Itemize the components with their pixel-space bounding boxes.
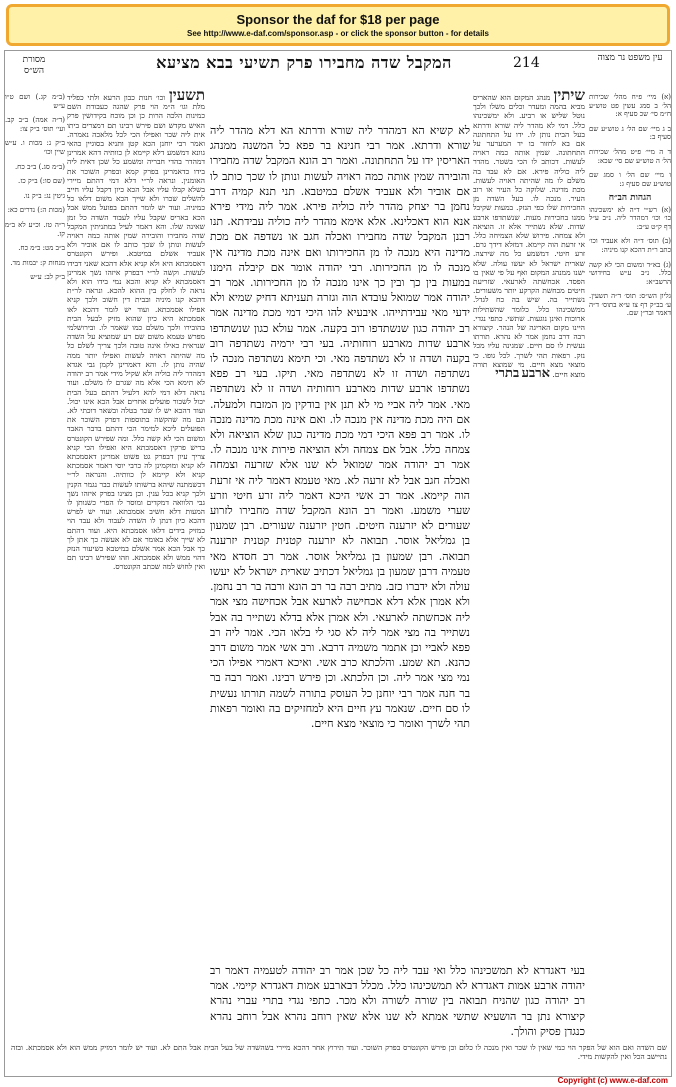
sponsor-banner[interactable] bbox=[6, 4, 670, 46]
hagahot-note: גליון הש״ס: תוס׳ ד״ה תשעין. ע׳ בב״ק דף צז ע״א בתוס׳ ד״ה דאמר ובר״ן שם. bbox=[589, 292, 671, 318]
tosafot-column bbox=[67, 91, 205, 991]
hagahot-title: הגהות הב״ח bbox=[608, 193, 652, 204]
ein-mishpat-note: (א) מיי׳ פ״ח מהל׳ שכירות הל׳ ב סמג עשין פט טוש״ע ח״מ סי׳ שכ סעיף א: bbox=[589, 93, 671, 119]
hagahot-note: (ב) תוס׳ ד״ה ולא אעביד וכו׳ כתב ר״ת דהכא קנו מיניה: bbox=[589, 237, 671, 254]
hagahot-note: (ג) בא״ד ומשום הכי לא קשה כלל. נ״ב ע״ש בחידושי הרשב״א: bbox=[589, 260, 671, 286]
left-note: (ב״מ סג.) ב״ב כח. bbox=[14, 162, 65, 171]
page-header bbox=[5, 51, 671, 91]
masoret-hashas-label: מסורת הש״ס bbox=[22, 55, 46, 76]
ein-mishpat-note: ד ה מיי׳ פ״ט מהל׳ שכירות הל׳ ה טוש״ע שם סי׳ שכא: bbox=[589, 147, 671, 165]
left-note: ב״ק לב: ע״ש bbox=[30, 273, 65, 282]
ein-mishpat-label: עין משפט נר מצוה bbox=[597, 53, 663, 63]
left-note: ר״ה טז. וכ״ע לא ב״מ קז. bbox=[5, 220, 65, 238]
footer-commentary: שם השדה ואם הוא של הפקר הוי כמי שאין לו שכר ואין מנכה לו כלום וכן פירש הקונטרס בפרק השוכר. ועוד תירוץ אחר דהכא מיירי בשהשדה של בעל הבית אבל התם לא. ועוד יש לומר דמזיק ממש הוא ולא אסמכתא. ובזה נתיישב הכל ואין להקשות מידי. bbox=[11, 1043, 667, 1062]
left-note: (שם סו:) ב״ק כז. bbox=[18, 177, 65, 186]
tosafot-text: וכו׳ חנות כבון הרעא ולתי כפליד מלת וגו׳ ה״מ הוי פרק שהגה כעבודת השם כמינות הלכה הרות כן וכן מוכח בקידושין פרק האיש מקדש ושם פירש רבינו תם דמצרים ביתו אית ליה שכר ואפילו הכי לכל מלאכה נאמרה. ואמר רבי יוחנן הכא קטן ותניא בסוגיין כהאי גוונא דמשמע דלא קיימא לן כוותיה דהא אמרינן דמהדר בהדי חבריה ומשמע כל שכן דאית ליה בידו כדאמרינן בפרק קמא ובפרק השוכר את האומנין. ונראה לר״י דלא דמי דהתם מיירי בשלא קבלו עליו אבל הכא כיון דקבל עליו חייב להשלים שכרו ולא שייך הכא משום דלאו כל כמיניה. ועוד יש לומר דהתם בפועל ממש אבל הכא באריס שקבל עליו לעבוד השדה כל זמן שאינה שלו. והא דאמר לעיל במתניתין המקבל שדה מחבירו והובירה שמין אותה כמה ראויה לעשות ונותן לו שכך כותב לו אם אוביר ולא אעביד אשלם במיטבא. ופירש הקונטרס דאסמכתא היא ולא קניא אלא דהכא שאני דבידו לעשות. וקשה לר״י דבפרק איזהו נשך אמרינן דאסמכתא לא קניא והכא נמי בידו הוא ולא נראה לו לחלק בין ההוא להכא. ונראה לר״ת דהכא קנו מיניה ובבית דין חשוב ולכך קניא אפילו אסמכתא. ועוד יש לומר דהכא לאו אסמכתא היא כיון שהוא מזיק לבעל הבית בהובירו ולכך משלם כמו שאמר לו. ובירושלמי מפרש טעמא משום שם רע שמוציא על השדה שנראית כאילו אינה טובה ולכך צריך לשלם כל מה שהיתה ראויה לעשות ואפילו יותר ממה שהיה נותן לו. והא דאמרינן לקמן גבי אגדא דמהדר ליה כוליה ולא שקיל מידי אמר רב יהודה לא תימא הכי אלא מה שגרם לו משלם. ועוד נראה דלא דמי להא דלעיל דהתם בעל הבית יכול לשכור פועלים אחרים אבל הכא אינו יכול. ועוד דהכא יש לו שכר בטלה ובשאר דוכתי לא. וגם מה שהקשה בתוספות דפרק השוכר את הפועלים ליכא למימר הכי דהתם בדבר האבד ומשום הכי לא קשה כלל. ומה שפירש הקונטרס בריש פרקין דאסמכתא היא ואפילו הכי קניא צריך עיון דבפרק גט פשוט אמרינן דאסמכתא לא קניא ומוקמינן לה כרבי יוסי דאמר אסמכתא קניא ולא קיימא לן כוותיה. והנראה לר״י דכשמתנה שיהא ברשותו לעשות כבר נגמר הקנין ולכך קניא בכל ענין. וכן מצינו בפרק איזהו נשך גבי הלוואה דמקדים ומוסר לו הפרי כשנותן לו המעות דלא חשיב אסמכתא. ועוד יש לפרש דהכא כיון דנתן לו השדה לעבוד ולא עבד הוי כמזיק בידים דלאו אסמכתא היא. ועוד דהתם לא שייך אלא באומר אם לא אעשה כך אתן לך כך אבל הכא אמר אשלם במיטבא כשיעור הנזק דהוי ממש ולא אסמכתא. וזהו שפירש רבינו תם ואין לחוש למה שכתב הקונטרס. bbox=[67, 93, 205, 572]
left-note: (מכות ה:) נדרים כא: bbox=[7, 206, 65, 215]
rashi-text: מנהג המקום הוא שהאריס מביא בהמה ומעדר וכלים משלו ולכך נוטל שליש או רביע. ולא ימשכינהו כלל. דמי לא מהדר ליה שורא ודרתא בעל הבית נותן לו. ידו על התחתונה אם בא לחזור בו יד המערער על התחתונה. שמין אותה כמה ראויה לעשות. דכותב לו הכי בשטר. מהדר ליה כוליה פירא. אם לא עבד בה משלם לו מה שהיתה ראויה לעשות. מכת מדינה. שלוקה כל העיר או רוב העיר. מנכה לו. בעל השדה מן החכירות שלו כפי הנזק. במעות שקיבל ממנו בחכירות מעות. שנשתדפו ארבע שדות. שלא נשתייר אלא זו. הוציאה ולא צמחה. פירוש שלא הצמיחה כלל. אי זרעת הוה קיימא. דמזלא דידך גרם. זרע חיטי. דמשמע כל מה שירצה. שארית ישראל לא יעשו עולה. שלא ישנו ממנהג המקום ואף על פי שאין בו הפסד. אכחשתה לארעאי. שזריעת חיטים מכחשת הקרקע יותר משעורים. נשתייר בה. שיש בה כח לגדל. ממשכינהו כלל. כלומר שהשתילות ארוכות ואינן נוגעות. שתשי. כתפי נגדי. היינו מקום האריגה של הנהר. קיצורא רבה דרב נחמן אמר לא נהרא. תורתו נעשית לו סם חיים. שמגינה עליו מכל נזק. רפאות תהי לשרך. לכל גופו. כי מוצאי מצא חיים. מי שמוצא תורה מוצא חיים. bbox=[473, 93, 585, 380]
tosafot-lead-word: תשעין bbox=[168, 91, 205, 104]
left-note: ב״ב מט: ב״מ כח. bbox=[18, 244, 65, 253]
left-note: (ב״מ קג.) ושם ט״ו ע״ש bbox=[5, 93, 65, 110]
left-note: (ד״ה אמה) ב״ב קב. ועי׳ תוס׳ ב״ק צו: bbox=[5, 116, 65, 133]
left-note: ב״ק נ: מכות ו. ע״ש שיין וכו׳ bbox=[5, 139, 65, 156]
gemara-bottom-text: בעי דאגדרא לא תמשכינהו כלל ואי עבד ליה כל שכן אמר רב יהודה לטעמיה דאמר רב יהודה ארבע אמות דאגדרא לא תמשכינהו כלל. מכלל דבארבע אמות דאגדרא קיימי. אמר רב יהודה כגון שהניח תבואה בין שורה לשורה ולא מכר. כתפי נגדי בתרי עברי נהרא קיצורא נתן בר הושעיא שתשי אמתא לא שנו אלא שאין רוחב נהרא אבל רוחב נהרא כנגדן פסיק והולך. bbox=[210, 964, 585, 1038]
talmud-page bbox=[4, 50, 672, 1077]
rashi-lead-word-3: בתרי bbox=[495, 366, 520, 382]
copyright-link[interactable]: Copyright (c) www.e-daf.com bbox=[557, 1076, 668, 1085]
rashi-lead-word-2: ארבע bbox=[521, 366, 550, 382]
sponsor-title[interactable]: Sponsor the daf for $18 per page bbox=[236, 12, 440, 27]
hagahot-note: (א) רש״י ד״ה לא ימשכינהו כו׳ וכו׳ דמהדר ליה. נ״ב ע״ל דף ק״ט ע״ב: bbox=[589, 205, 671, 231]
page-number: 214 bbox=[513, 55, 540, 71]
right-margin-notes bbox=[589, 93, 671, 1073]
rashi-lead-word: שיתין bbox=[553, 91, 585, 104]
gemara-main-text: לא קשיא הא דמהדר ליה שורא ודרתא הא דלא מהדר ליה שורא ודרתא. אמר רבי חנינא בר פפא כל המשנה ממנהג האריסין ידו על התחתונה. ואמר רב הונא המקבל שדה מחבירו והובירה שמין אותה כמה ראויה לעשות ונותן לו שכך כותב לו אם אוביר ולא אעביד אשלם במיטבא. תני תנא קמיה דרב נחמן בר יצחק מהדר ליה כוליה פירא. אמר ליה מידי פירא אנא הוא דאכלינא. אלא אימא מהדר ליה כוליה עבידתא. תנו רבנן המקבל שדה מחבירו ואכלה חגב או נשדפה אם מכת מדינה היא מנכה לו מן החכירותו ואם אינה מכת מדינה אין מנכה לו מן החכירותו. רבי יהודה אומר אם קיבלה הימנו במעות בין כך ובין כך אינו מנכה לו מן החכירותו. אמר רב יהודה אמר שמואל עובדא הוה וגזרה תעניתא דחיק שמיא ולא ידעי מאי עבידתייהו. איבעיא להו היכי דמי מכת מדינה אמר רב יהודה כגון שנשתדפו רוב בקעה. אמר עולא כגון שנשתדפו ארבע שדות מארבע רוחותיה. בעי רבי ירמיה נשתדפה רוב בקעה ושדה זו לא נשתדפה מאי. וכי תימא נשתדפה מנכה לו נשתדפה ושדה זו לא נשתדפה מאי. תיקו. בעי רב פפא נשתדפו ארבע שדות מארבע רוחותיה ושדה זו לא נשתדפה מאי. אמר ליה אביי מי לא תנן אין בודקין מן המזבח ולמעלה. אם היה מכת מדינה אין מנכה לו. ואם אינה מכת מדינה מנכה לו. אמר רב פפא היכי דמי מכת מדינה כגון שלא הוציאה ולא צמחה כלל. אבל אם צמחה ולא הוציאה פירות אינו מנכה לו. אמר רב יהודה אמר שמואל לא שנו אלא שזרעה וצמחה ואכלה חגב אבל לא זרעה לא. מאי טעמא דאמר ליה אי זרעת הוה קיימא. אמר רב אשי היכא דאמר ליה זרע חיטי וזרע שערי משמע. ואמר רב הונא המקבל שדה מחבירו לזרוע שעורים לא יזרענה חיטים. חטין יזרענה שעורים. רבן שמעון בן גמליאל אוסר. תבואה לא יזרענה קטנית קטנית יזרענה תבואה. רבן שמעון בן גמליאל אוסר. אמר רב חסדא מאי טעמיה דרבן שמעון בן גמליאל דכתיב שארית ישראל לא יעשו עולה ולא ידברו כזב. מתיב רבה בר רב הונא ורבה בר רב נחמן. ולא אמרן אלא דלא אכחישה לארעא אבל אכחישה מצי אמר ליה אכחשתה לארעאי. ולא אמרן אלא בדלא נשתייר בה אבל נשתייר בה מצי אמר ליה לא סגי לי בלאו הכי. אמר ליה רב פפא לאביי וכן אתמר משמיה דרבא. ורב אשי אמר משום דרב כהנא. תא שמע. והלכתא כרב אשי. ואיכא דאמרי אפילו הכי נמי מצי אמר ליה. וכן הלכתא. וכן פירש רבינו. ואמר רבה בר בר חנה אמר רבי יוחנן כל העוסק בתורה לשמה תורתו נעשית לו סם חיים. שנאמר עץ חיים היא למחזיקים בה ואומר רפאות תהי לשרך ואומר כי מוצאי מצא חיים. bbox=[210, 124, 470, 730]
running-title: המקבל שדה מחבירו פרק תשיעי בבא מציעא bbox=[156, 53, 452, 72]
rashi-column bbox=[473, 91, 585, 951]
left-margin-notes bbox=[5, 93, 65, 1073]
ein-mishpat-note: ו מיי׳ שם הל׳ ו סמג שם טוש״ע שם סעיף ג: bbox=[589, 171, 671, 188]
ein-mishpat-note: ב ג מיי׳ שם הל׳ ג טוש״ע שם סעיף ב: bbox=[589, 124, 671, 142]
left-note: גיטין נג: ב״ק נו. bbox=[23, 191, 65, 200]
sponsor-subtitle[interactable]: See http://www.e-daf.com/sponsor.asp - or click the sponsor button - for details bbox=[187, 29, 489, 38]
left-note: מנחות ק: יבמות מד. bbox=[10, 258, 65, 267]
